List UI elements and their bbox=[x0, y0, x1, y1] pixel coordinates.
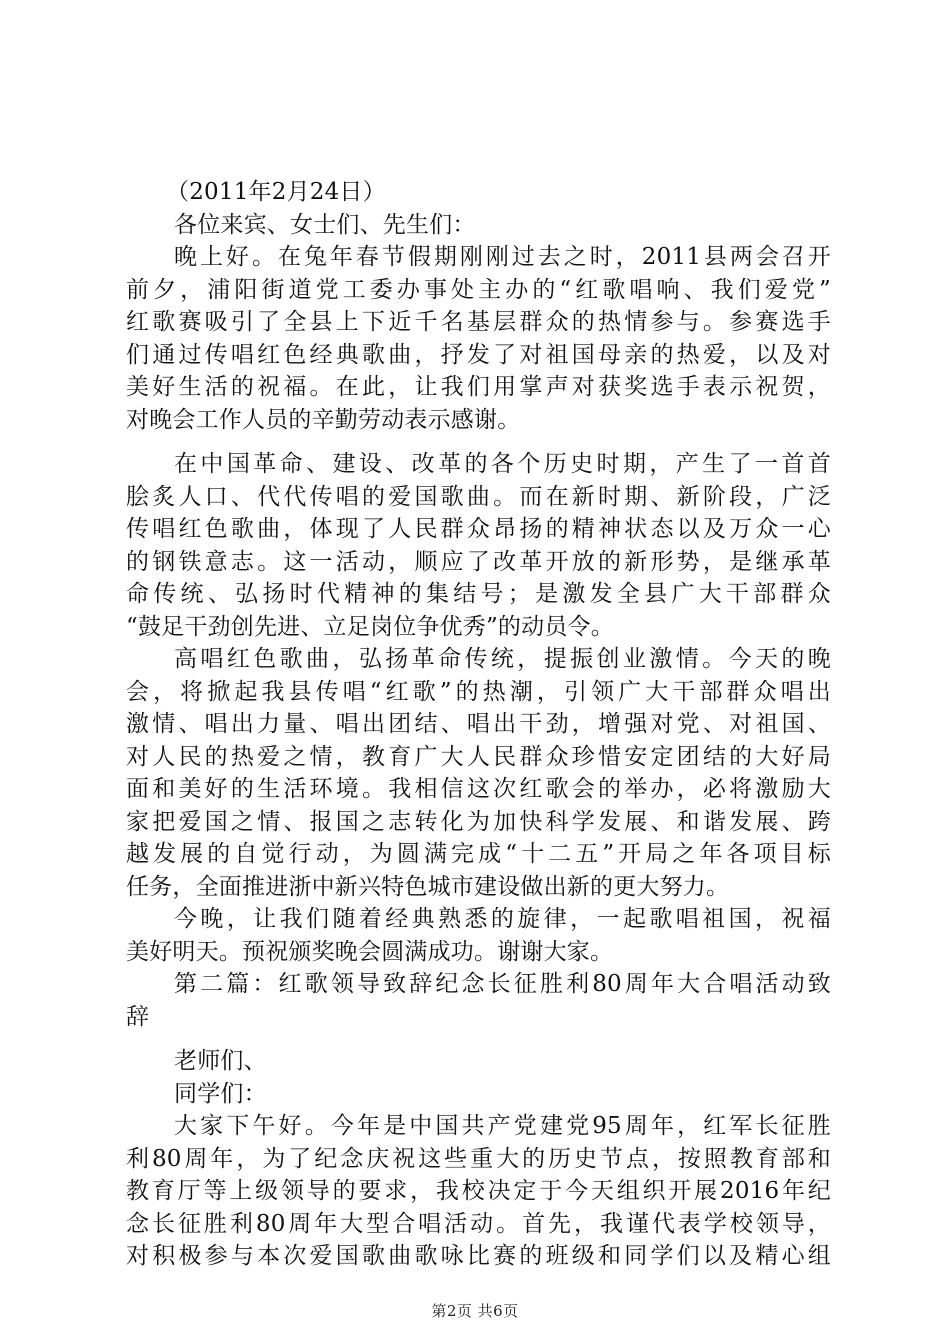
section-title-line: 第二篇：红歌领导致辞纪念长征胜利80周年大合唱活动致 bbox=[174, 971, 831, 997]
paragraph-3 bbox=[126, 643, 831, 903]
paragraph-line: 面和美好的生活环境。我相信这次红歌会的举办，必将激励大 bbox=[126, 776, 831, 802]
salutation-2 bbox=[126, 1045, 831, 1110]
paragraph-line: 利80周年，为了纪念庆祝这些重大的历史节点，按照教育部和 bbox=[126, 1145, 831, 1172]
paragraph-line: 脍炙人口、代代传唱的爱国歌曲。而在新时期、新阶段，广泛 bbox=[126, 483, 831, 510]
paragraph-2 bbox=[126, 448, 831, 643]
paragraph-line: 前夕，浦阳街道党工委办事处主办的“红歌唱响、我们爱党” bbox=[126, 276, 831, 303]
paragraph-gap bbox=[126, 436, 831, 448]
paragraph-line: 美好生活的祝福。在此，让我们用掌声对获奖选手表示祝贺， bbox=[126, 374, 831, 400]
salutation-line: 老师们、 bbox=[174, 1048, 267, 1074]
paragraph-5 bbox=[126, 1110, 831, 1273]
paragraph-line: 会，将掀起我县传唱“红歌”的热潮，引领广大干部群众唱出 bbox=[126, 678, 831, 705]
document-body bbox=[126, 176, 831, 1273]
paragraph-line: 越发展的自觉行动，为圆满完成“十二五”开局之年各项目标 bbox=[126, 841, 831, 867]
paragraph-line: 命传统、弘扬时代精神的集结号；是激发全县广大干部群众 bbox=[126, 581, 831, 607]
paragraph-line: 今晚，让我们随着经典熟悉的旋律，一起歌唱祖国，祝福 bbox=[174, 906, 831, 932]
paragraph-1 bbox=[126, 241, 831, 436]
paragraph-line: 对人民的热爱之情，教育广大人民群众珍惜安定团结的大好局 bbox=[126, 743, 831, 770]
section-title bbox=[126, 968, 831, 1033]
page-footer: 第2页 共6页 bbox=[431, 1302, 519, 1320]
paragraph-line: 教育厅等上级领导的要求，我校决定于今天组织开展2016年纪 bbox=[126, 1178, 831, 1204]
paragraph-line: 美好明天。预祝颁奖晚会圆满成功。谢谢大家。 bbox=[126, 938, 614, 965]
paragraph-line: 的钢铁意志。这一活动，顺应了改革开放的新形势，是继承革 bbox=[126, 548, 831, 575]
paragraph-4 bbox=[126, 903, 831, 968]
paragraph-line: 对晚会工作人员的辛勤劳动表示感谢。 bbox=[126, 406, 521, 433]
paragraph-line: 念长征胜利80周年大型合唱活动。首先，我谨代表学校领导， bbox=[126, 1210, 831, 1237]
paragraph-line: 任务，全面推进浙中新兴特色城市建设做出新的更大努力。 bbox=[126, 873, 730, 900]
paragraph-line: 对积极参与本次爱国歌曲歌咏比赛的班级和同学们以及精心组 bbox=[126, 1243, 831, 1269]
paragraph-line: 晚上好。在兔年春节假期刚刚过去之时，2011县两会召开 bbox=[174, 244, 831, 270]
paragraph-line: “鼓足干劲创先进、立足岗位争优秀”的动员令。 bbox=[126, 613, 614, 640]
section-title-line: 辞 bbox=[126, 1003, 150, 1030]
paragraph-line: 传唱红色歌曲，体现了人民群众昂扬的精神状态以及万众一心 bbox=[126, 516, 831, 542]
paragraph-line: 在中国革命、建设、改革的各个历史时期，产生了一首首 bbox=[174, 451, 831, 477]
section-gap bbox=[126, 1033, 831, 1045]
paragraph-line: 高唱红色歌曲，弘扬革命传统，提振创业激情。今天的晚 bbox=[174, 646, 831, 672]
salutation-line: 同学们： bbox=[174, 1080, 267, 1107]
paragraph-line: 家把爱国之情、报国之志转化为加快科学发展、和谐发展、跨 bbox=[126, 808, 831, 835]
salutation: 各位来宾、女士们、先生们： bbox=[174, 211, 476, 238]
paragraph-line: 红歌赛吸引了全县上下近千名基层群众的热情参与。参赛选手 bbox=[126, 309, 831, 335]
paragraph-line: 们通过传唱红色经典歌曲，抒发了对祖国母亲的热爱，以及对 bbox=[126, 341, 831, 368]
date-line: （2011年2月24日） bbox=[166, 179, 386, 205]
paragraph-line: 大家下午好。今年是中国共产党建党95周年，红军长征胜 bbox=[174, 1113, 831, 1139]
paragraph-line: 激情、唱出力量、唱出团结、唱出干劲，增强对党、对祖国、 bbox=[126, 711, 831, 737]
